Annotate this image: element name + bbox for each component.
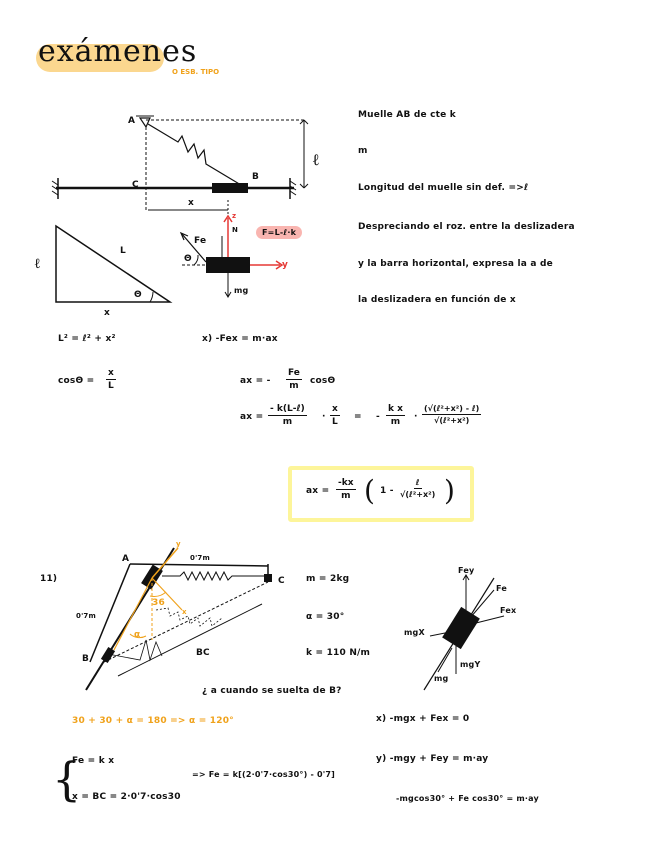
eq-ax2-equals: = bbox=[354, 412, 362, 422]
eq-ax1-den: m bbox=[289, 381, 299, 391]
eq-ax2-f1-num: - k(L-ℓ) bbox=[270, 404, 305, 414]
problem2-label: 11) bbox=[40, 574, 58, 584]
label-point-b: B bbox=[252, 172, 260, 182]
p2-eq-y: y) -mgy + Fey = m·ay bbox=[376, 754, 489, 764]
equation-brace: { bbox=[52, 752, 82, 806]
page-title: exámenes bbox=[38, 34, 198, 69]
fe-formula-note: F=L-ℓ·k bbox=[256, 226, 302, 239]
eq-ax2-f2-num: x bbox=[332, 404, 338, 414]
eq-ax2-lhs: ax = bbox=[240, 412, 264, 422]
given-angle: α = 30° bbox=[306, 612, 345, 622]
result-den: m bbox=[341, 491, 351, 501]
result-inner-num: ℓ bbox=[415, 478, 420, 487]
result-num: -kx bbox=[338, 478, 354, 488]
triangle-hypotenuse: L bbox=[120, 246, 126, 256]
triangle-angle: Θ bbox=[134, 290, 142, 300]
fbd1-fe-label: Fe bbox=[194, 236, 207, 246]
eq-cos-den: L bbox=[108, 381, 114, 391]
fbd2-fe: Fe bbox=[496, 584, 507, 593]
label-length-x: x bbox=[188, 198, 195, 208]
fbd1-mg-label: mg bbox=[234, 286, 249, 295]
statement-line-5: y la barra horizontal, expresa la a de bbox=[358, 259, 553, 269]
eq-ax2-f1-den: m bbox=[282, 417, 293, 427]
triangle-base: x bbox=[104, 308, 111, 318]
angle-sum-equation: 30 + 30 + α = 180 => α = 120° bbox=[72, 716, 234, 726]
fbd1-z-axis-label: z bbox=[232, 212, 237, 220]
fbd2-fey: Fey bbox=[458, 566, 475, 575]
eq-ax1-num: Fe bbox=[288, 368, 300, 378]
p2-label-ac: 0'7m bbox=[190, 554, 210, 562]
p2-label-angle36: 36 bbox=[152, 598, 165, 608]
result-inner: 1 - bbox=[380, 486, 394, 496]
eq-ax1-lhs: ax = - bbox=[240, 376, 271, 386]
eq-cos-lhs: cosΘ = bbox=[58, 376, 95, 386]
eq-ax2-f4-den: √(ℓ²+x²) bbox=[433, 416, 470, 425]
result-lhs: ax = bbox=[306, 486, 330, 496]
fbd2-mgx: mgX bbox=[404, 628, 425, 637]
given-mass: m = 2kg bbox=[306, 574, 350, 584]
p2-label-b: B bbox=[82, 654, 90, 664]
p2-fe-substitution: => Fe = k[(2·0'7·cos30°) - 0'7] bbox=[192, 770, 336, 779]
triangle-side: ℓ bbox=[34, 256, 41, 272]
fbd2-mgy: mgY bbox=[460, 660, 481, 669]
eq-ax2-f4-num: (√(ℓ²+x²) - ℓ) bbox=[424, 404, 480, 413]
label-point-a: A bbox=[128, 116, 136, 126]
eq-ax2-f2-den: L bbox=[332, 417, 338, 427]
p2-fe-line: Fe = k x bbox=[72, 756, 115, 766]
statement-line-4: Despreciando el roz. entre la deslizadera bbox=[358, 222, 575, 232]
p2-eq-y-expanded: -mgcos30° + Fe cos30° = m·ay bbox=[396, 794, 539, 803]
p2-label-ab: 0'7m bbox=[76, 612, 96, 620]
given-spring-constant: k = 110 N/m bbox=[306, 648, 371, 658]
p2-label-alpha: α bbox=[134, 630, 141, 640]
p2-label-x: x bbox=[182, 608, 187, 616]
p2-x-line: x = BC = 2·0'7·cos30 bbox=[72, 792, 181, 802]
eq-ax1-rhs: cosΘ bbox=[310, 376, 336, 386]
label-length-l: ℓ bbox=[312, 150, 320, 169]
eq-cos-num: x bbox=[108, 368, 114, 378]
fbd2-fex: Fex bbox=[500, 606, 517, 615]
fbd1-theta-label: Θ bbox=[184, 254, 192, 264]
page-subtitle: O ESB. TIPO bbox=[172, 68, 220, 76]
fbd1-y-axis-label: y bbox=[282, 260, 289, 270]
p2-label-a: A bbox=[122, 554, 130, 564]
eq-x-direction: x) -Fex = m·ax bbox=[202, 334, 278, 344]
problem2-question: ¿ a cuando se suelta de B? bbox=[202, 686, 342, 696]
result-inner-den: √(ℓ²+x²) bbox=[400, 490, 436, 499]
p2-label-y: y bbox=[176, 540, 181, 548]
eq-ax2-f3-num: k x bbox=[388, 404, 403, 414]
statement-line-1: Muelle AB de cte k bbox=[358, 110, 456, 120]
statement-line-6: la deslizadera en función de x bbox=[358, 295, 516, 305]
label-point-c: C bbox=[132, 180, 139, 190]
statement-line-2: m bbox=[358, 146, 368, 156]
p2-label-bc: BC bbox=[196, 648, 210, 658]
statement-line-3: Longitud del muelle sin def. =>ℓ bbox=[358, 183, 529, 193]
p2-eq-x: x) -mgx + Fex = 0 bbox=[376, 714, 470, 724]
fbd2-mg: mg bbox=[434, 674, 449, 683]
eq-pythagoras: L² = ℓ² + x² bbox=[58, 334, 116, 344]
p2-label-c: C bbox=[278, 576, 285, 586]
eq-ax2-f3-den: m bbox=[390, 417, 401, 427]
fbd1-n-label: N bbox=[232, 226, 239, 234]
